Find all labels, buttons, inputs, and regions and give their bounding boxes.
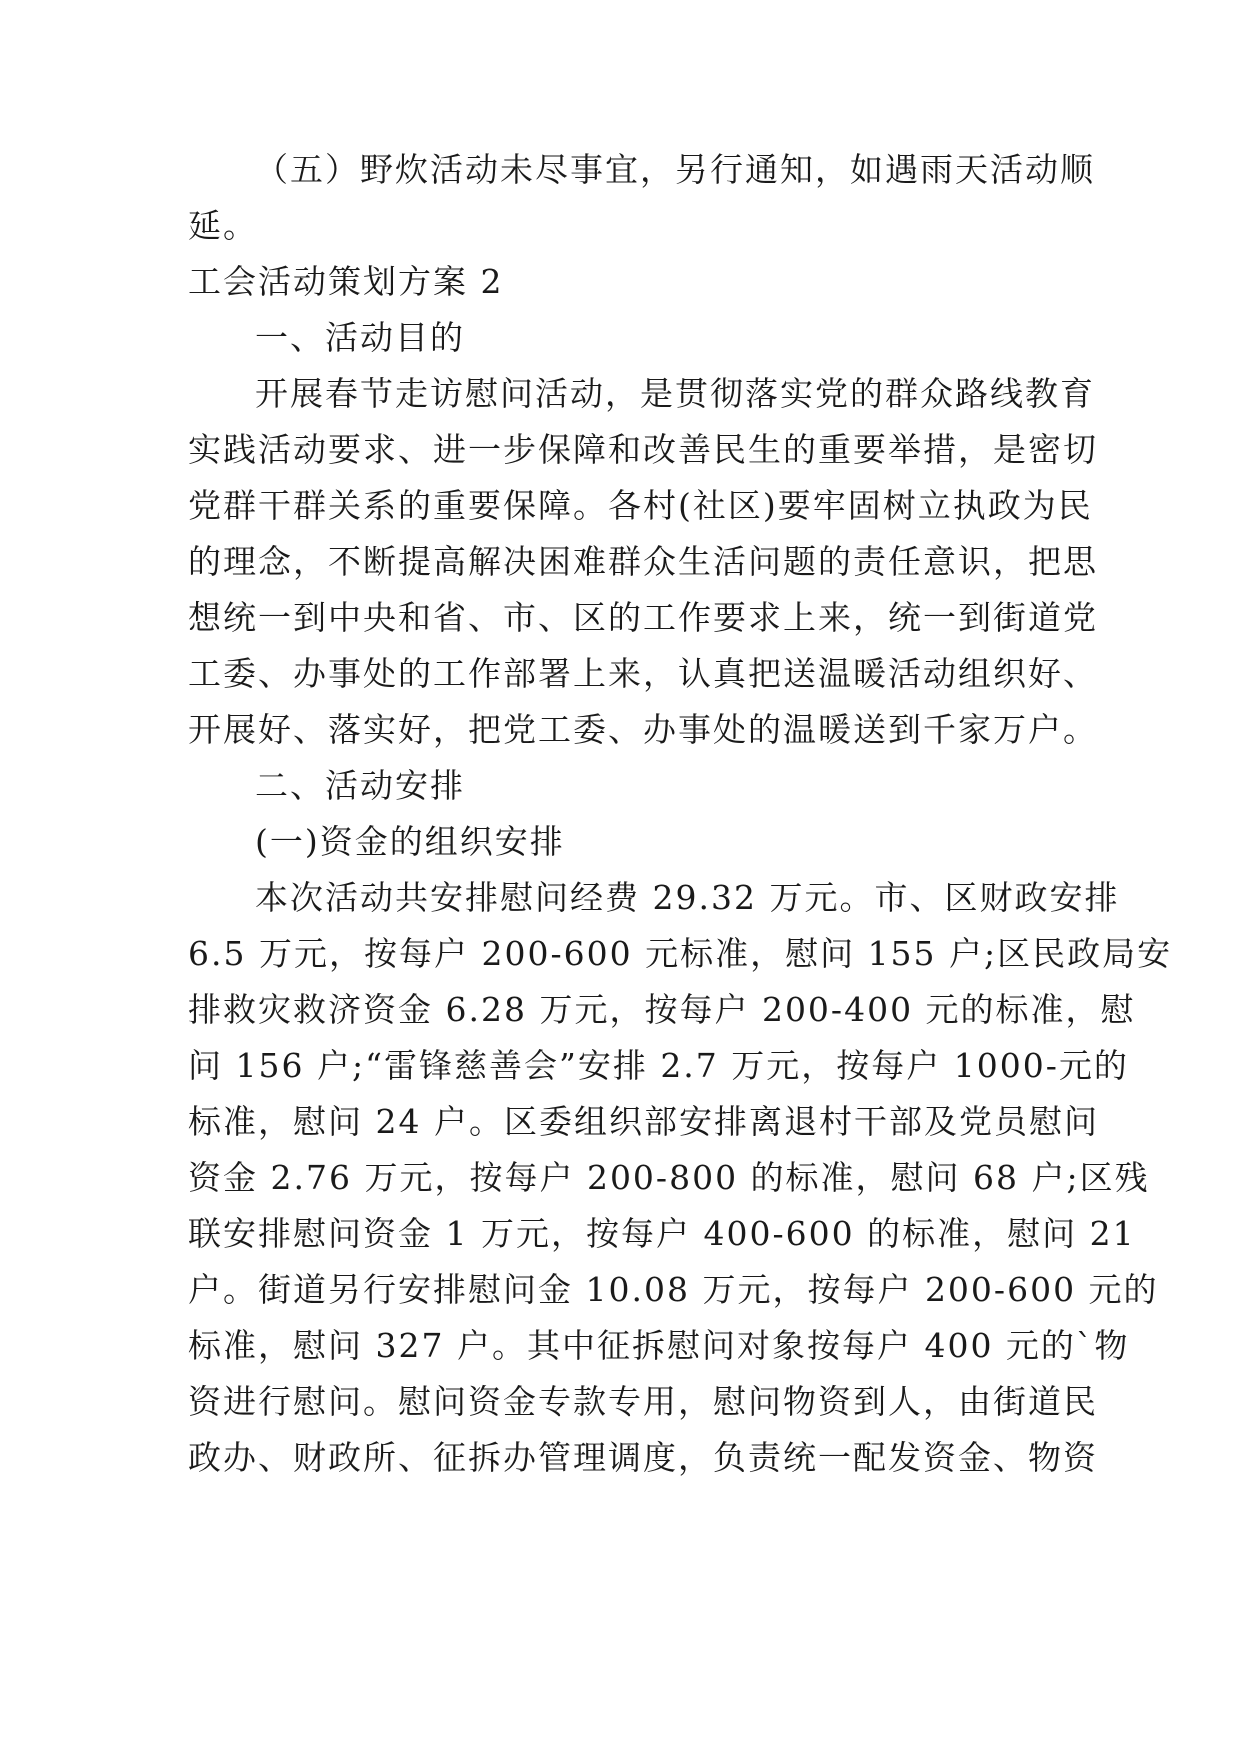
paragraph-line: 党群干群关系的重要保障。各村(社区)要牢固树立执政为民 bbox=[188, 486, 1093, 525]
subheading-funds: (一)资金的组织安排 bbox=[255, 822, 565, 861]
paragraph-line: 户。街道另行安排慰问金 10.08 万元，按每户 200-600 元的 bbox=[188, 1270, 1159, 1309]
paragraph-line: 联安排慰问资金 1 万元，按每户 400-600 的标准，慰问 21 bbox=[188, 1214, 1136, 1253]
heading-purpose: 一、活动目的 bbox=[255, 318, 465, 357]
paragraph-line: （五）野炊活动未尽事宜，另行通知，如遇雨天活动顺 bbox=[255, 150, 1095, 189]
paragraph-line: 6.5 万元，按每户 200-600 元标准，慰问 155 户;区民政局安 bbox=[188, 934, 1173, 973]
paragraph-line: 标准，慰问 327 户。其中征拆慰问对象按每户 400 元的`物 bbox=[188, 1326, 1130, 1365]
paragraph-line: 想统一到中央和省、市、区的工作要求上来，统一到街道党 bbox=[188, 598, 1098, 637]
heading-arrangement: 二、活动安排 bbox=[255, 766, 465, 805]
paragraph-line: 问 156 户;“雷锋慈善会”安排 2.7 万元，按每户 1000-元的 bbox=[188, 1046, 1129, 1085]
paragraph-line: 开展春节走访慰问活动，是贯彻落实党的群众路线教育 bbox=[255, 374, 1095, 413]
section-title: 工会活动策划方案 2 bbox=[188, 262, 504, 301]
paragraph-line: 标准，慰问 24 户。区委组织部安排离退村干部及党员慰问 bbox=[188, 1102, 1099, 1141]
paragraph-line: 工委、办事处的工作部署上来，认真把送温暖活动组织好、 bbox=[188, 654, 1098, 693]
paragraph-line: 资进行慰问。慰问资金专款专用，慰问物资到人，由街道民 bbox=[188, 1382, 1098, 1421]
paragraph-line: 资金 2.76 万元，按每户 200-800 的标准，慰问 68 户;区残 bbox=[188, 1158, 1150, 1197]
paragraph-line: 延。 bbox=[188, 206, 258, 245]
paragraph-line: 的理念，不断提高解决困难群众生活问题的责任意识，把思 bbox=[188, 542, 1098, 581]
paragraph-line: 实践活动要求、进一步保障和改善民生的重要举措，是密切 bbox=[188, 430, 1098, 469]
paragraph-line: 开展好、落实好，把党工委、办事处的温暖送到千家万户。 bbox=[188, 710, 1098, 749]
paragraph-line: 本次活动共安排慰问经费 29.32 万元。市、区财政安排 bbox=[255, 878, 1120, 917]
paragraph-line: 政办、财政所、征拆办管理调度，负责统一配发资金、物资 bbox=[188, 1438, 1098, 1477]
paragraph-line: 排救灾救济资金 6.28 万元，按每户 200-400 元的标准，慰 bbox=[188, 990, 1136, 1029]
